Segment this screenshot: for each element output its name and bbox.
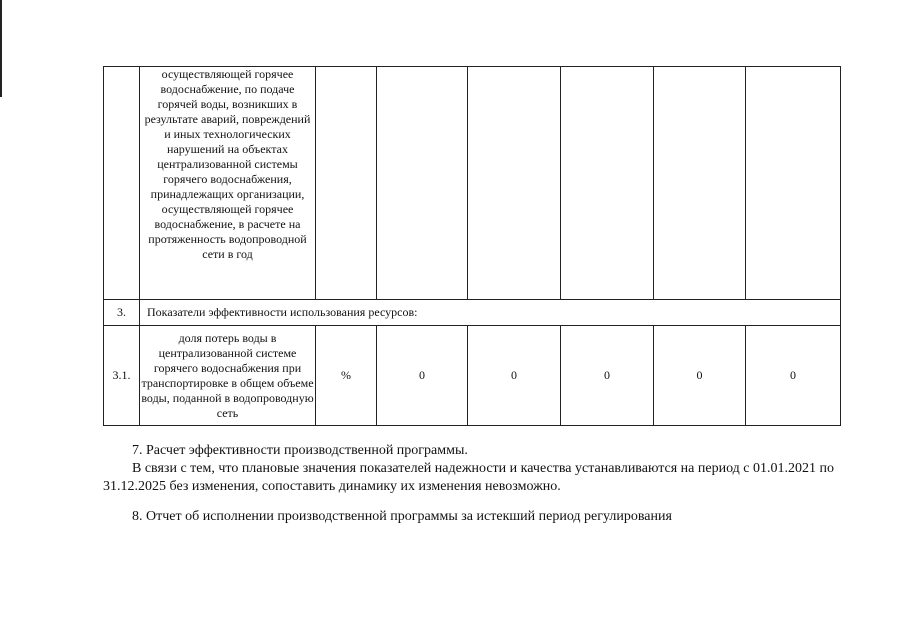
value-cell: 0 [377,326,468,426]
table-row-3-1 [104,326,841,426]
unit-cell [316,67,377,300]
value-cell [468,67,561,300]
value-cell: 0 [654,326,746,426]
value-cell [561,67,654,300]
indicators-table [103,66,841,426]
indicator-description: осуществляющей горячее водоснабжение, по подаче горячей воды, возникших в результате аварий, повреждений и иных технологических нарушений на объектах централизованной системы горячего водоснабжения, принадлежащих организации, осуществляющей горячее водоснабжение, в расчете на протяженность водопроводной сети в год [140,67,316,300]
page-edge-mark [0,0,2,97]
value-cell: 0 [746,326,841,426]
row-number: 3.1. [104,326,140,426]
section-heading: Показатели эффективности использования ресурсов: [140,300,841,326]
row-number: 3. [104,300,140,326]
value-cell [377,67,468,300]
value-cell [746,67,841,300]
number-cell [104,67,140,300]
unit-cell: % [316,326,377,426]
value-cell: 0 [468,326,561,426]
indicator-description: доля потерь воды в централизованной системе горячего водоснабжения при транспортировке в общем объеме воды, поданной в водопроводную сеть [140,326,316,426]
section-7 [103,442,873,496]
value-cell: 0 [561,326,654,426]
section-8-title: 8. Отчет об исполнении производственной программы за истекший период регулирования [132,509,672,524]
section-7-title: 7. Расчет эффективности производственной программы. [132,443,468,458]
table-row-section-3 [104,300,841,326]
table-row-continuation [104,67,841,300]
value-cell [654,67,746,300]
section-8 [103,508,873,526]
section-7-text: В связи с тем, что плановые значения показателей надежности и качества устанавливаются на период с 01.01.2021 по 31.12.2025 без изменения, сопоставить динамику их изменения невозможно. [103,461,834,494]
